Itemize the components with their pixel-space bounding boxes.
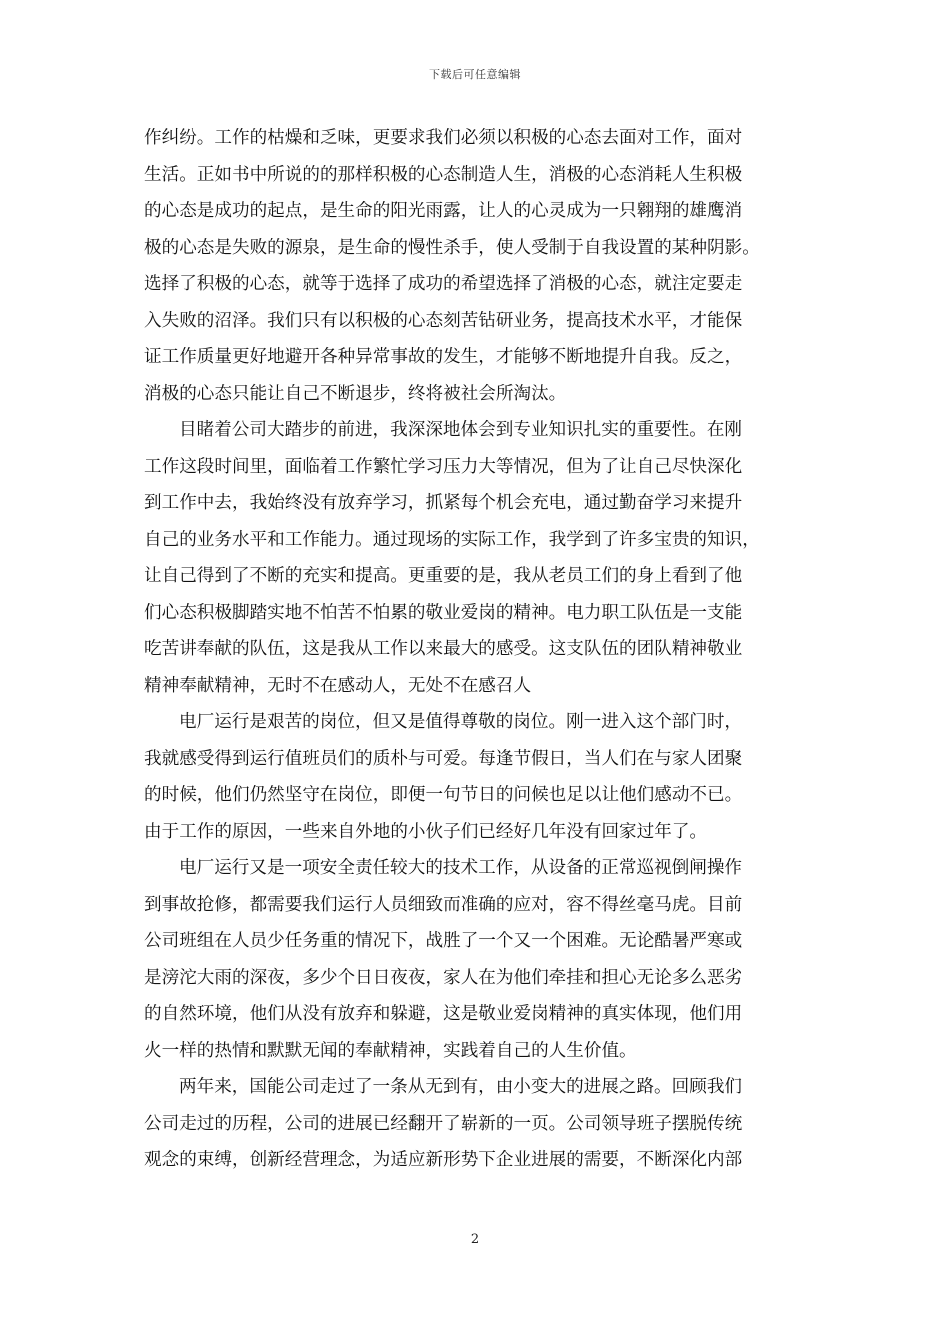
text-line: 电厂运行又是一项安全责任较大的技术工作，从设备的正常巡视倒闸操作 [179, 858, 743, 878]
text-line: 工作这段时间里，面临着工作繁忙学习压力大等情况，但为了让自己尽快深化 [144, 456, 743, 477]
text-line: 们心态积极脚踏实地不怕苦不怕累的敬业爱岗的精神。电力职工队伍是一支能 [144, 602, 743, 623]
text-line: 由于工作的原因，一些来自外地的小伙子们已经好几年没有回家过年了。 [144, 821, 708, 842]
page-header: 下载后可任意编辑 [429, 68, 521, 81]
text-line: 极的心态是失败的源泉，是生命的慢性杀手，使人受制于自我设置的某种阴影。 [144, 237, 760, 258]
page-number: 2 [470, 1232, 480, 1247]
text-line: 选择了积极的心态，就等于选择了成功的希望选择了消极的心态，就注定要走 [144, 274, 743, 294]
text-line: 让自己得到了不断的充实和提高。更重要的是，我从老员工们的身上看到了他 [144, 566, 743, 586]
text-line: 是滂沱大雨的深夜，多少个日日夜夜，家人在为他们牵挂和担心无论多么恶劣 [144, 967, 743, 988]
text-line: 的时候，他们仍然坚守在岗位，即便一句节日的问候也足以让他们感动不已。 [144, 785, 743, 805]
text-line: 精神奉献精神，无时不在感动人，无处不在感召人 [144, 675, 532, 696]
text-line: 观念的束缚，创新经营理念，为适应新形势下企业进展的需要，不断深化内部 [144, 1150, 743, 1170]
text-line: 目睹着公司大踏步的前进，我深深地体会到专业知识扎实的重要性。在刚 [179, 420, 743, 440]
text-line: 证工作质量更好地避开各种异常事故的发生，才能够不断地提升自我。反之， [144, 347, 743, 367]
text-line: 的心态是成功的起点，是生命的阳光雨露，让人的心灵成为一只翱翔的雄鹰消 [144, 201, 743, 221]
text-line: 两年来，国能公司走过了一条从无到有，由小变大的进展之路。回顾我们 [179, 1077, 743, 1097]
text-line: 作纠纷。工作的枯燥和乏味，更要求我们必须以积极的心态去面对工作，面对 [144, 128, 743, 148]
text-line: 火一样的热情和默默无闻的奉献精神，实践着自己的人生价值。 [144, 1040, 637, 1061]
text-line: 公司走过的历程，公司的进展已经翻开了崭新的一页。公司领导班子摆脱传统 [144, 1113, 743, 1134]
text-line: 的自然环境，他们从没有放弃和躲避，这是敬业爱岗精神的真实体现，他们用 [144, 1004, 743, 1024]
document-body [144, 120, 806, 1179]
text-line: 公司班组在人员少任务重的情况下，战胜了一个又一个困难。无论酷暑严寒或 [144, 931, 743, 951]
text-line: 到事故抢修，都需要我们运行人员细致而准确的应对，容不得丝毫马虎。目前 [144, 894, 743, 915]
text-line: 我就感受得到运行值班员们的质朴与可爱。每逢节假日，当人们在与家人团聚 [144, 748, 743, 769]
text-line: 电厂运行是艰苦的岗位，但又是值得尊敬的岗位。刚一进入这个部门时， [179, 712, 743, 732]
text-line: 吃苦讲奉献的队伍，这是我从工作以来最大的感受。这支队伍的团队精神敬业 [144, 639, 743, 659]
text-line: 自己的业务水平和工作能力。通过现场的实际工作，我学到了许多宝贵的知识， [144, 529, 760, 550]
text-line: 消极的心态只能让自己不断退步，终将被社会所淘汰。 [144, 383, 567, 404]
text-line: 到工作中去，我始终没有放弃学习，抓紧每个机会充电，通过勤奋学习来提升 [144, 493, 743, 513]
text-line: 生活。正如书中所说的的那样积极的心态制造人生，消极的心态消耗人生积极 [144, 164, 743, 185]
text-line: 入失败的沼泽。我们只有以积极的心态刻苦钻研业务，提高技术水平，才能保 [144, 310, 743, 331]
